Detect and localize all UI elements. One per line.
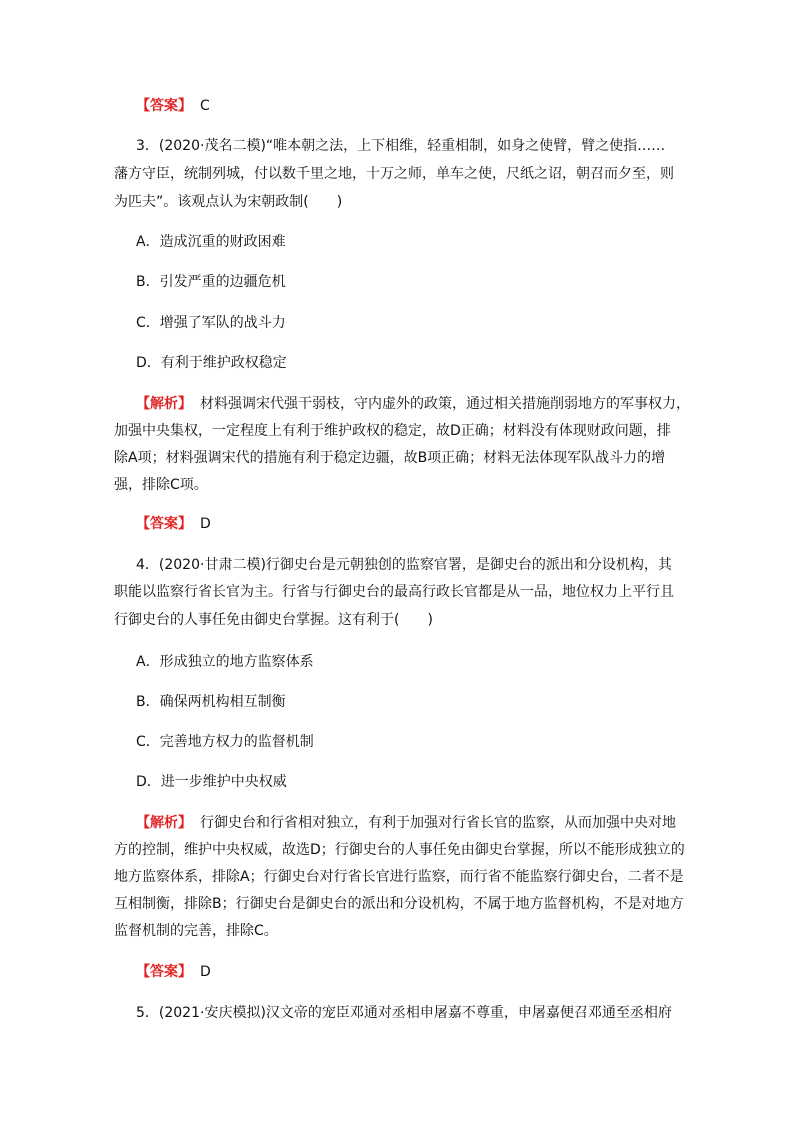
answer-value: C — [200, 98, 210, 114]
answer-label: 【答案】 — [136, 98, 192, 114]
q3-analysis-line2: 加强中央集权，一定程度上有利于维护政权的稳定，故D正确；材料没有体现财政问题，排 — [114, 423, 671, 439]
q3-stem-line2: 藩方守臣，统制列城，付以数千里之地，十万之师，单车之使，尺纸之诏，朝召而夕至，则 — [114, 166, 674, 182]
answer-label: 【答案】 — [136, 964, 192, 980]
q3-analysis-line4: 强，排除C项。 — [114, 477, 208, 493]
q3-analysis-line1 — [136, 394, 690, 414]
q3-option-d: D．有利于维护政权稳定 — [136, 355, 287, 371]
q3-option-b: B．引发严重的边疆危机 — [136, 274, 286, 290]
q3-stem-line3: 为匹夫”。该观点认为宋朝政制( ) — [114, 194, 343, 210]
q4-analysis-line1 — [136, 813, 676, 833]
q3-stem-line1: 3．(2020·茂名二模)“唯本朝之法，上下相维，轻重相制，如身之使臂，臂之使指…… — [136, 138, 666, 154]
analysis-label: 【解析】 — [136, 815, 192, 831]
q3-option-a: A．造成沉重的财政困难 — [136, 234, 286, 250]
q4-option-d: D．进一步维护中央权威 — [136, 774, 287, 790]
q4-option-b: B．确保两机构相互制衡 — [136, 694, 286, 710]
q4-stem-line3: 行御史台的人事任免由御史台掌握。这有利于( ) — [114, 612, 433, 628]
answer-value: D — [200, 964, 211, 980]
analysis-label: 【解析】 — [136, 396, 192, 412]
q3-analysis-line3: 除A项；材料强调宋代的措施有利于稳定边疆，故B项正确；材料无法体现军队战斗力的增 — [114, 450, 666, 466]
q3-analysis-text1: 材料强调宋代强干弱枝，守内虚外的政策，通过相关措施削弱地方的军事权力， — [200, 396, 690, 412]
q4-stem-line1: 4．(2020·甘肃二模)行御史台是元朝独创的监察官署，是御史台的派出和分设机构，其 — [136, 557, 672, 573]
q4-analysis-line3: 地方监察体系，排除A；行御史台对行省长官进行监察，而行省不能监察行御史台，二者不是 — [114, 869, 684, 885]
answer-line-q2 — [136, 96, 210, 116]
q4-option-c: C．完善地方权力的监督机制 — [136, 734, 314, 750]
q4-analysis-line5: 监督机制的完善，排除C。 — [114, 923, 278, 939]
q5-stem-line1: 5．(2021·安庆模拟)汉文帝的宠臣邓通对丞相申屠嘉不尊重，申屠嘉便召邓通至丞相府 — [136, 1005, 672, 1021]
answer-line-q4 — [136, 962, 211, 982]
q4-analysis-line2: 方的控制，维护中央权威，故选D；行御史台的人事任免由御史台掌握，所以不能形成独立的 — [114, 842, 685, 858]
q4-analysis-text1: 行御史台和行省相对独立，有利于加强对行省长官的监察，从而加强中央对地 — [200, 815, 676, 831]
q4-stem-line2: 职能以监察行省长官为主。行省与行御史台的最高行政长官都是从一品，地位权力上平行且 — [114, 584, 674, 600]
q4-option-a: A．形成独立的地方监察体系 — [136, 654, 314, 670]
q4-analysis-line4: 互相制衡，排除B；行御史台是御史台的派出和分设机构，不属于地方监督机构，不是对地方 — [114, 896, 684, 912]
q3-option-c: C．增强了军队的战斗力 — [136, 315, 286, 331]
answer-line-q3 — [136, 514, 211, 534]
answer-label: 【答案】 — [136, 516, 192, 532]
answer-value: D — [200, 516, 211, 532]
